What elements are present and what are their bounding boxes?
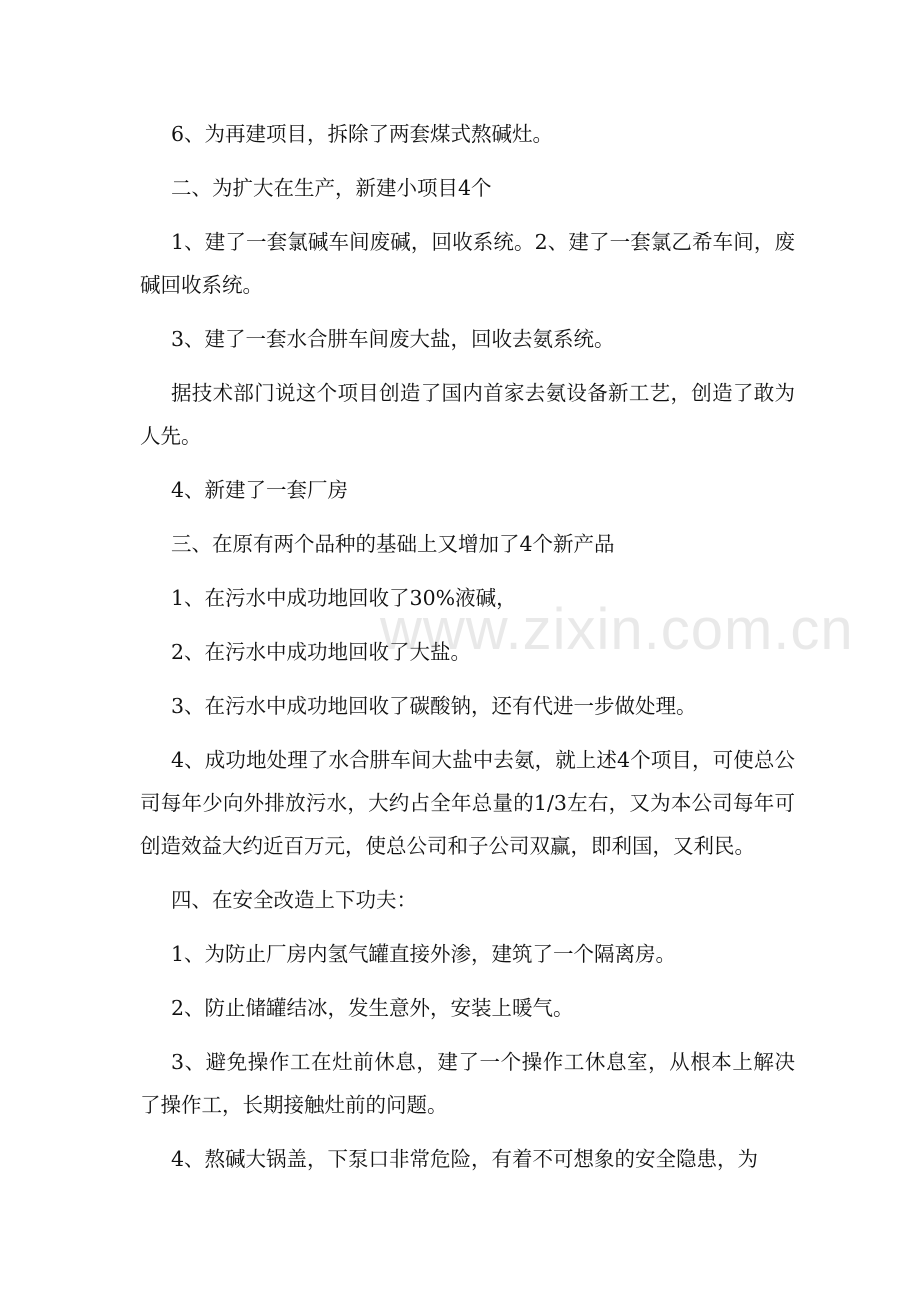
paragraph: 3、避免操作工在灶前休息，建了一个操作工休息室，从根本上解决了操作工，长期接触灶前的问题。: [140, 1050, 795, 1117]
paragraph: 2、在污水中成功地回收了大盐。: [171, 640, 472, 664]
section-heading: 二、为扩大在生产，新建小项目4个: [171, 176, 492, 200]
paragraph: 4、新建了一套厂房: [171, 478, 349, 502]
paragraph: 1、建了一套氯碱车间废碱，回收系统。2、建了一套氯乙希车间，废碱回收系统。: [140, 230, 795, 297]
paragraph: 6、为再建项目，拆除了两套煤式熬碱灶。: [171, 122, 554, 146]
paragraph: 3、在污水中成功地回收了碳酸钠，还有代进一步做处理。: [171, 694, 697, 718]
section-heading: 三、在原有两个品种的基础上又增加了4个新产品: [171, 532, 615, 556]
document-body: [140, 113, 795, 1192]
paragraph: 2、防止储罐结冰，发生意外，安装上暖气。: [171, 996, 574, 1020]
paragraph: 4、成功地处理了水合肼车间大盐中去氨，就上述4个项目，可使总公司每年少向外排放污水，大约占全年总量的1/3左右，又为本公司每年可创造效益大约近百万元，使总公司和子公司双赢，即利国，又利民。: [140, 748, 795, 858]
paragraph: 1、在污水中成功地回收了30%液碱，: [171, 586, 517, 610]
watermark: www.zixin.com.cn: [380, 597, 854, 662]
paragraph: 3、建了一套水合肼车间废大盐，回收去氨系统。: [171, 327, 615, 351]
paragraph: 1、为防止厂房内氢气罐直接外渗，建筑了一个隔离房。: [171, 942, 677, 966]
paragraph: 4、熬碱大锅盖，下泵口非常危险，有着不可想象的安全隐患，为: [171, 1147, 759, 1171]
section-heading: 四、在安全改造上下功夫：: [171, 888, 417, 912]
paragraph: 据技术部门说这个项目创造了国内首家去氨设备新工艺，创造了敢为人先。: [140, 381, 795, 448]
